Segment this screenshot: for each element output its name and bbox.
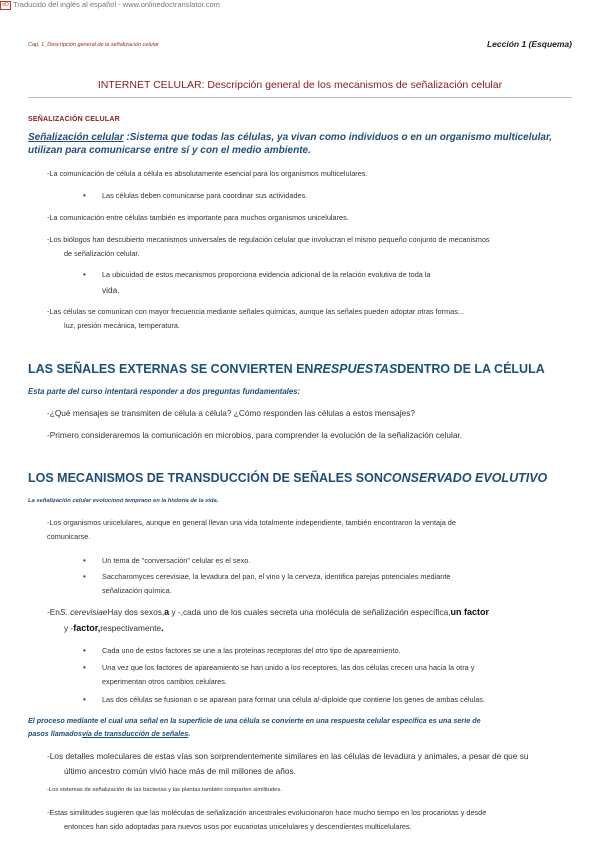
section-heading: LAS SEÑALES EXTERNAS SE CONVIERTEN ENRESPUESTASDENTRO DE LA CÉLULA <box>28 362 545 376</box>
paragraph: -Primero consideraremos la comunicación en microbios, para comprender la evolución de la señalización celular. <box>47 430 463 440</box>
paragraph: -Los organismos unicelulares, aunque en general llevan una vida totalmente independiente, también encontraron la ventaja de <box>47 518 456 527</box>
running-head: Cap. 1_Descripción general de la señalización celular <box>28 42 159 48</box>
paragraph: -Los sistemas de señalización de las bacterias y las plantas también comparten similitudes. <box>47 787 282 793</box>
bullet-icon: • <box>83 556 86 565</box>
bullet-item: • Las dos células se fusionan o se aparean para formar una célula a/-diploide que contiene los genes de ambas células. <box>102 693 485 707</box>
paragraph: -Estas similitudes sugieren que las moléculas de señalización ancestrales evolucionaron hace mucho tiempo en los procariotas y desde <box>47 808 487 817</box>
definition <box>28 131 576 157</box>
paragraph-cont: último ancestro común vivió hace más de mil millones de años. <box>64 766 296 776</box>
bullet-item: • Saccharomyces cerevisiae, la levadura del pan, el vino y la cerveza, identifica parejas potenciales mediante <box>102 570 450 584</box>
banner-text: Traducido del inglés al español - www.onlinedoctranslator.com <box>13 0 220 9</box>
bullet-icon: • <box>83 270 86 279</box>
bullet-icon: • <box>83 191 86 200</box>
bullet-item: • Una vez que los factores de apareamiento se han unido a los receptores, las dos células crecen una hacia la otra y <box>102 661 474 675</box>
paragraph: -La comunicación de célula a célula es absolutamente esencial para los organismos multicelulares. <box>47 169 368 178</box>
section-label: SEÑALIZACIÓN CELULAR <box>28 116 120 123</box>
paragraph-cont: de señalización celular. <box>64 249 140 258</box>
paragraph-cont: y -factor,respectivamente. <box>64 623 164 633</box>
paragraph-cont: entonces han sido adoptadas para nuevos usos por eucariotas unicelulares y descendientes multicelulares. <box>64 822 412 831</box>
bullet-item: • Cada uno de estos factores se une a las proteínas receptoras del otro tipo de apareamiento. <box>102 644 401 658</box>
paragraph: -EnS. cerevisiaeHay dos sexos,a y -,cada uno de los cuales secreta una molécula de señalización específica,un factor <box>47 607 490 617</box>
paragraph-cont: luz, presión mecánica, temperatura. <box>64 321 180 330</box>
bullet-item: • Las células deben comunicarse para coordinar sus actividades. <box>102 189 307 203</box>
italic-statement: El proceso mediante el cual una señal en la superficie de una célula se convierte en una respuesta celular específica es una serie de pasos llamadosvía de transducción de señales. <box>28 716 481 738</box>
bullet-cont: vida. <box>102 285 120 295</box>
paragraph-cont: comunicarse. <box>47 532 91 541</box>
bullet-item: • La ubicuidad de estos mecanismos proporciona evidencia adicional de la relación evolutiva de toda la <box>102 268 431 282</box>
bullet-icon: • <box>83 663 86 672</box>
paragraph: -Los detalles moleculares de estas vías son sorprendentemente similares en las células de levadura y animales, a pesar de que su <box>47 751 529 761</box>
translator-banner[interactable] <box>0 0 220 10</box>
bullet-cont: experimentan otros cambios celulares. <box>102 677 227 686</box>
section-subtitle: La señalización celular evolucionó temprano en la historia de la vida. <box>28 498 219 504</box>
bullet-icon: • <box>83 572 86 581</box>
section-heading: LOS MECANISMOS DE TRANSDUCCIÓN DE SEÑALES SONCONSERVADO EVOLUTIVO <box>28 471 548 485</box>
bullet-cont: señalización química. <box>102 586 172 595</box>
definition-term: Señalización celular <box>28 132 124 143</box>
section-subtitle: Esta parte del curso intentará responder a dos preguntas fundamentales: <box>28 387 301 396</box>
bullet-item: • Un tema de "conversación" celular es el sexo. <box>102 554 250 568</box>
bullet-icon: • <box>83 646 86 655</box>
translator-logo-icon: oD <box>0 1 11 10</box>
lesson-label: Lección 1 (Esquema) <box>486 39 572 49</box>
paragraph: -La comunicación entre células también es importante para muchos organismos unicelulares. <box>47 213 349 222</box>
bullet-icon: • <box>83 695 86 704</box>
paragraph: -Los biólogos han descubierto mecanismos universales de regulación celular que involucran el mismo pequeño conjunto de mecanismos <box>47 235 490 244</box>
paragraph: -Las células se comunican con mayor frecuencia mediante señales químicas, aunque las señales pueden adoptar otras formas... <box>47 307 464 316</box>
page-title: INTERNET CELULAR: Descripción general de los mecanismos de señalización celular <box>97 79 503 91</box>
title-divider <box>28 97 572 98</box>
definition-text: :Sistema que todas las células, ya vivan como individuos o en un organismo multicelular, utilizan para comunicarse entre sí y con el medio ambiente. <box>28 132 553 156</box>
paragraph: -¿Qué mensajes se transmiten de célula a célula? ¿Cómo responden las células a estos mensajes? <box>47 408 416 418</box>
